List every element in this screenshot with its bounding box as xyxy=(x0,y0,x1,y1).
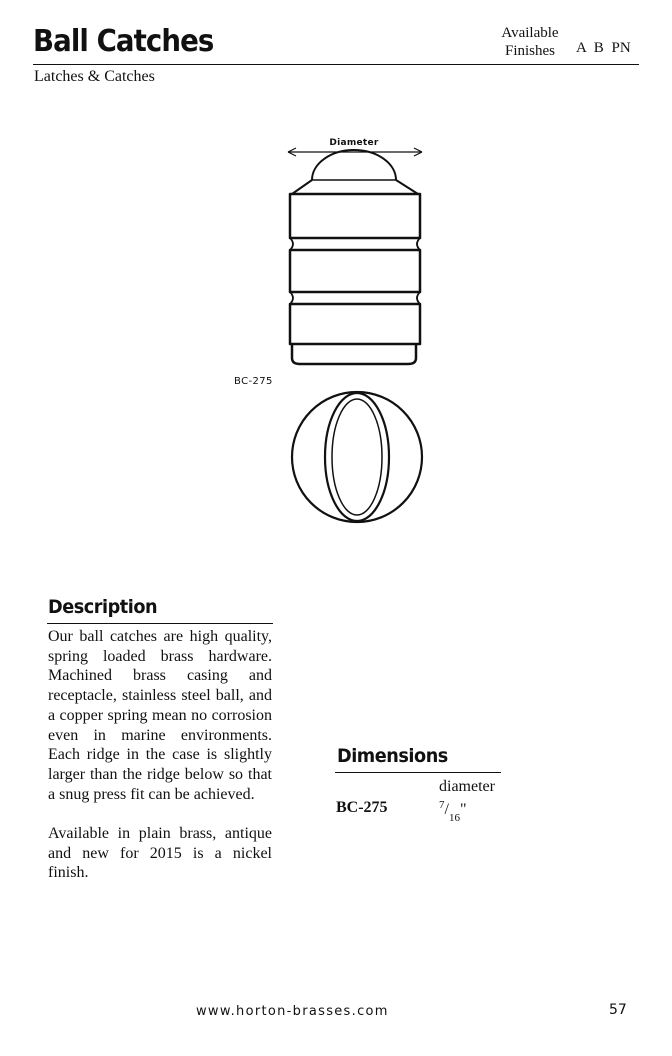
inch-mark: " xyxy=(459,801,467,818)
dimensions-diameter-value xyxy=(439,797,466,826)
dimensions-part-number: BC-275 xyxy=(336,799,388,816)
page-number: 57 xyxy=(609,1002,627,1018)
diameter-label: Diameter xyxy=(329,138,379,148)
page-subtitle: Latches & Catches xyxy=(34,68,155,85)
dimensions-divider xyxy=(335,772,501,773)
available-finishes-label xyxy=(490,24,570,60)
page-title: Ball Catches xyxy=(33,24,214,59)
fraction-slash: / xyxy=(444,801,449,818)
header-divider xyxy=(33,64,639,65)
part-label: BC-275 xyxy=(234,376,273,387)
finish-codes: A B PN xyxy=(576,40,631,56)
description-body xyxy=(48,627,272,883)
description-paragraph: Our ball catches are high quality, spring loaded brass hardware. Machined brass casing and receptacle, stainless steel ball, and a copper spring mean no corrosion even in marine environments. Each ridge in the case is slightly larger than the ridge below so that a snug press fit can be achieved. xyxy=(48,628,272,803)
ball-catch-diagram xyxy=(230,130,440,530)
dimensions-heading: Dimensions xyxy=(337,745,448,767)
footer-website: www.horton-brasses.com xyxy=(196,1004,389,1019)
description-heading: Description xyxy=(48,596,158,618)
available-finishes-label-line2: Finishes xyxy=(504,43,555,59)
fraction-numerator: 7 xyxy=(439,799,445,811)
description-divider xyxy=(47,623,273,624)
catch-top-view xyxy=(292,392,422,522)
catch-side-profile xyxy=(290,150,420,364)
dimensions-column-header: diameter xyxy=(439,778,495,795)
available-finishes-label-line1: Available xyxy=(501,25,559,41)
description-paragraph: Available in plain brass, antique and new for 2015 is a nickel finish. xyxy=(48,825,272,882)
fraction-denominator: 16 xyxy=(448,812,460,824)
